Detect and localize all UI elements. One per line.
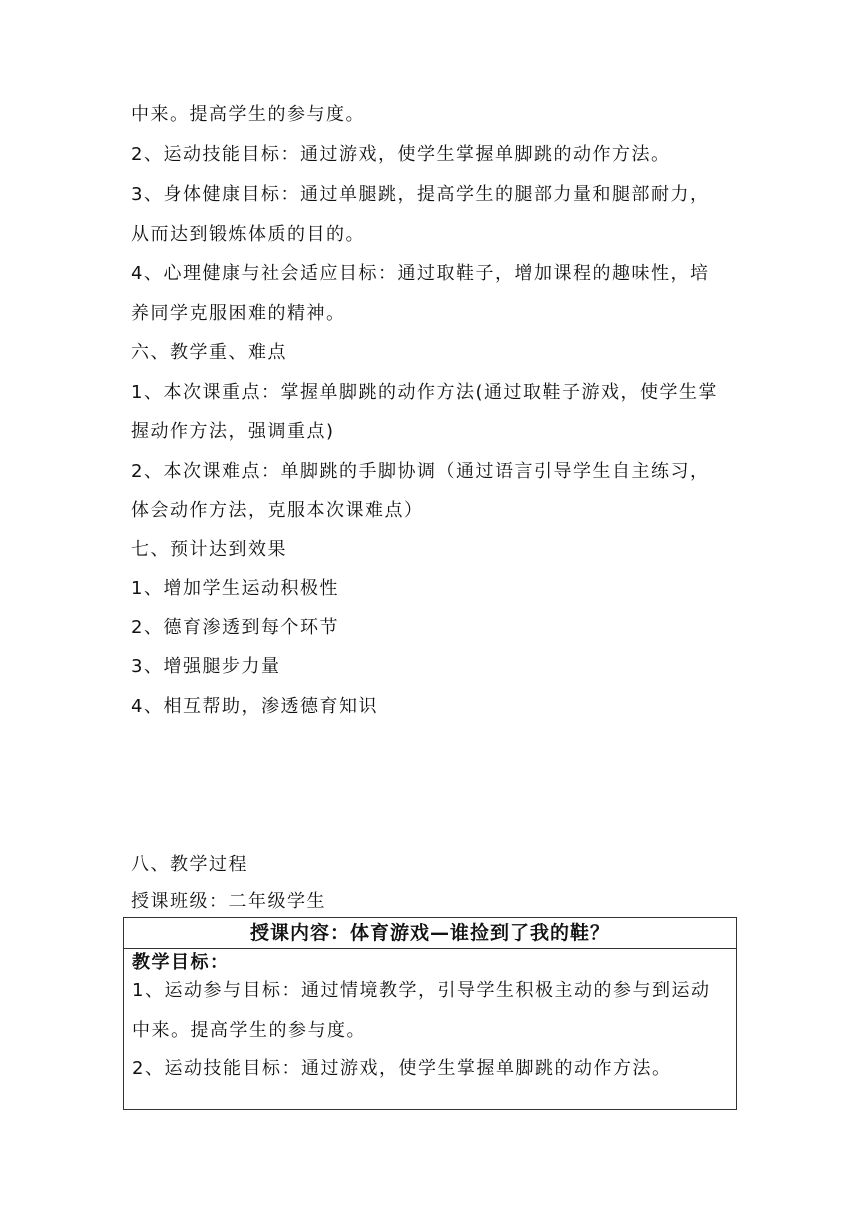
text-line: 体会动作方法，克服本次课难点） — [131, 500, 424, 521]
objectives-label: 教学目标： — [132, 952, 230, 973]
text-line: 3、增强腿步力量 — [131, 656, 281, 677]
table-row: 1、运动参与目标：通过情境教学，引导学生积极主动的参与到运动 — [132, 980, 711, 1001]
table-row: 中来。提高学生的参与度。 — [132, 1020, 366, 1041]
text-line: 4、相互帮助，渗透德育知识 — [131, 696, 378, 717]
text-line: 3、身体健康目标：通过单腿跳，提高学生的腿部力量和腿部耐力， — [131, 184, 710, 205]
text-line: 2、运动技能目标：通过游戏，使学生掌握单脚跳的动作方法。 — [131, 144, 671, 165]
text-line: 2、本次课难点：单脚跳的手脚协调（通过语言引导学生自主练习， — [131, 461, 710, 482]
text-line: 1、增加学生运动积极性 — [131, 578, 339, 599]
table-row: 2、运动技能目标：通过游戏，使学生掌握单脚跳的动作方法。 — [132, 1058, 672, 1079]
table-header: 授课内容：体育游戏—谁捡到了我的鞋？ — [124, 918, 736, 949]
lesson-table — [123, 917, 737, 1110]
class-info: 授课班级：二年级学生 — [131, 891, 326, 912]
section-heading: 八、教学过程 — [131, 854, 248, 875]
text-line: 从而达到锻炼体质的目的。 — [131, 224, 365, 245]
section-heading: 七、预计达到效果 — [131, 539, 287, 560]
text-line: 中来。提高学生的参与度。 — [131, 104, 365, 125]
text-line: 养同学克服困难的精神。 — [131, 303, 346, 324]
text-line: 握动作方法，强调重点) — [131, 421, 335, 442]
text-line: 1、本次课重点：掌握单脚跳的动作方法(通过取鞋子游戏，使学生掌 — [131, 382, 718, 403]
section-heading: 六、教学重、难点 — [131, 342, 287, 363]
text-line: 2、德育渗透到每个环节 — [131, 617, 339, 638]
text-line: 4、心理健康与社会适应目标：通过取鞋子，增加课程的趣味性，培 — [131, 263, 710, 284]
